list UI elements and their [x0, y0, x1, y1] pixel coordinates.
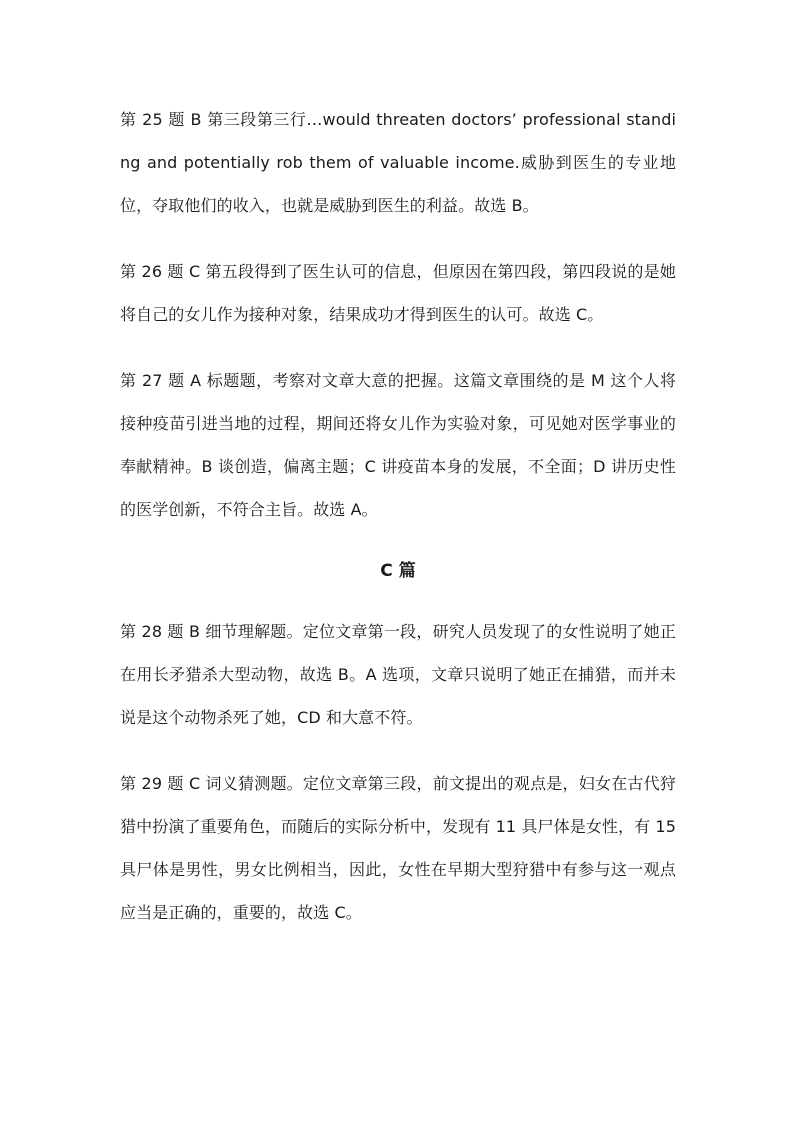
section-heading: C 篇	[380, 561, 416, 581]
answer-paragraph-q26: 第 26 题 C 第五段得到了医生认可的信息，但原因在第四段，第四段说的是她将自己的女儿作为接种对象，结果成功才得到医生的认可。故选 C。	[120, 262, 676, 324]
document-page	[120, 98, 676, 957]
answer-paragraph-q27: 第 27 题 A 标题题，考察对文章大意的把握。这篇文章围绕的是 M 这个人将接种疫苗引进当地的过程，期间还将女儿作为实验对象，可见她对医学事业的奉献精神。B 谈创造，偏离主题；C 讲疫苗本身的发展，不全面；D 讲历史性的医学创新，不符合主旨。故选 A。	[120, 371, 676, 519]
answer-paragraph-q25: 第 25 题 B 第三段第三行…would threaten doctors’ professional standing and potentially rob them of valuable income.威胁到医生的专业地位，夺取他们的收入，也就是威胁到医生的利益。故选 B。	[120, 110, 676, 215]
answer-paragraph-q29: 第 29 题 C 词义猜测题。定位文章第三段，前文提出的观点是，妇女在古代狩猎中扮演了重要角色，而随后的实际分析中，发现有 11 具尸体是女性，有 15 具尸体是男性，男女比例相当，因此，女性在早期大型狩猎中有参与这一观点应当是正确的，重要的，故选 C。	[120, 774, 676, 922]
answer-paragraph-q28: 第 28 题 B 细节理解题。定位文章第一段，研究人员发现了的女性说明了她正在用长矛猎杀大型动物，故选 B。A 选项，文章只说明了她正在捕猎，而并未说是这个动物杀死了她，CD 和大意不符。	[120, 622, 676, 727]
